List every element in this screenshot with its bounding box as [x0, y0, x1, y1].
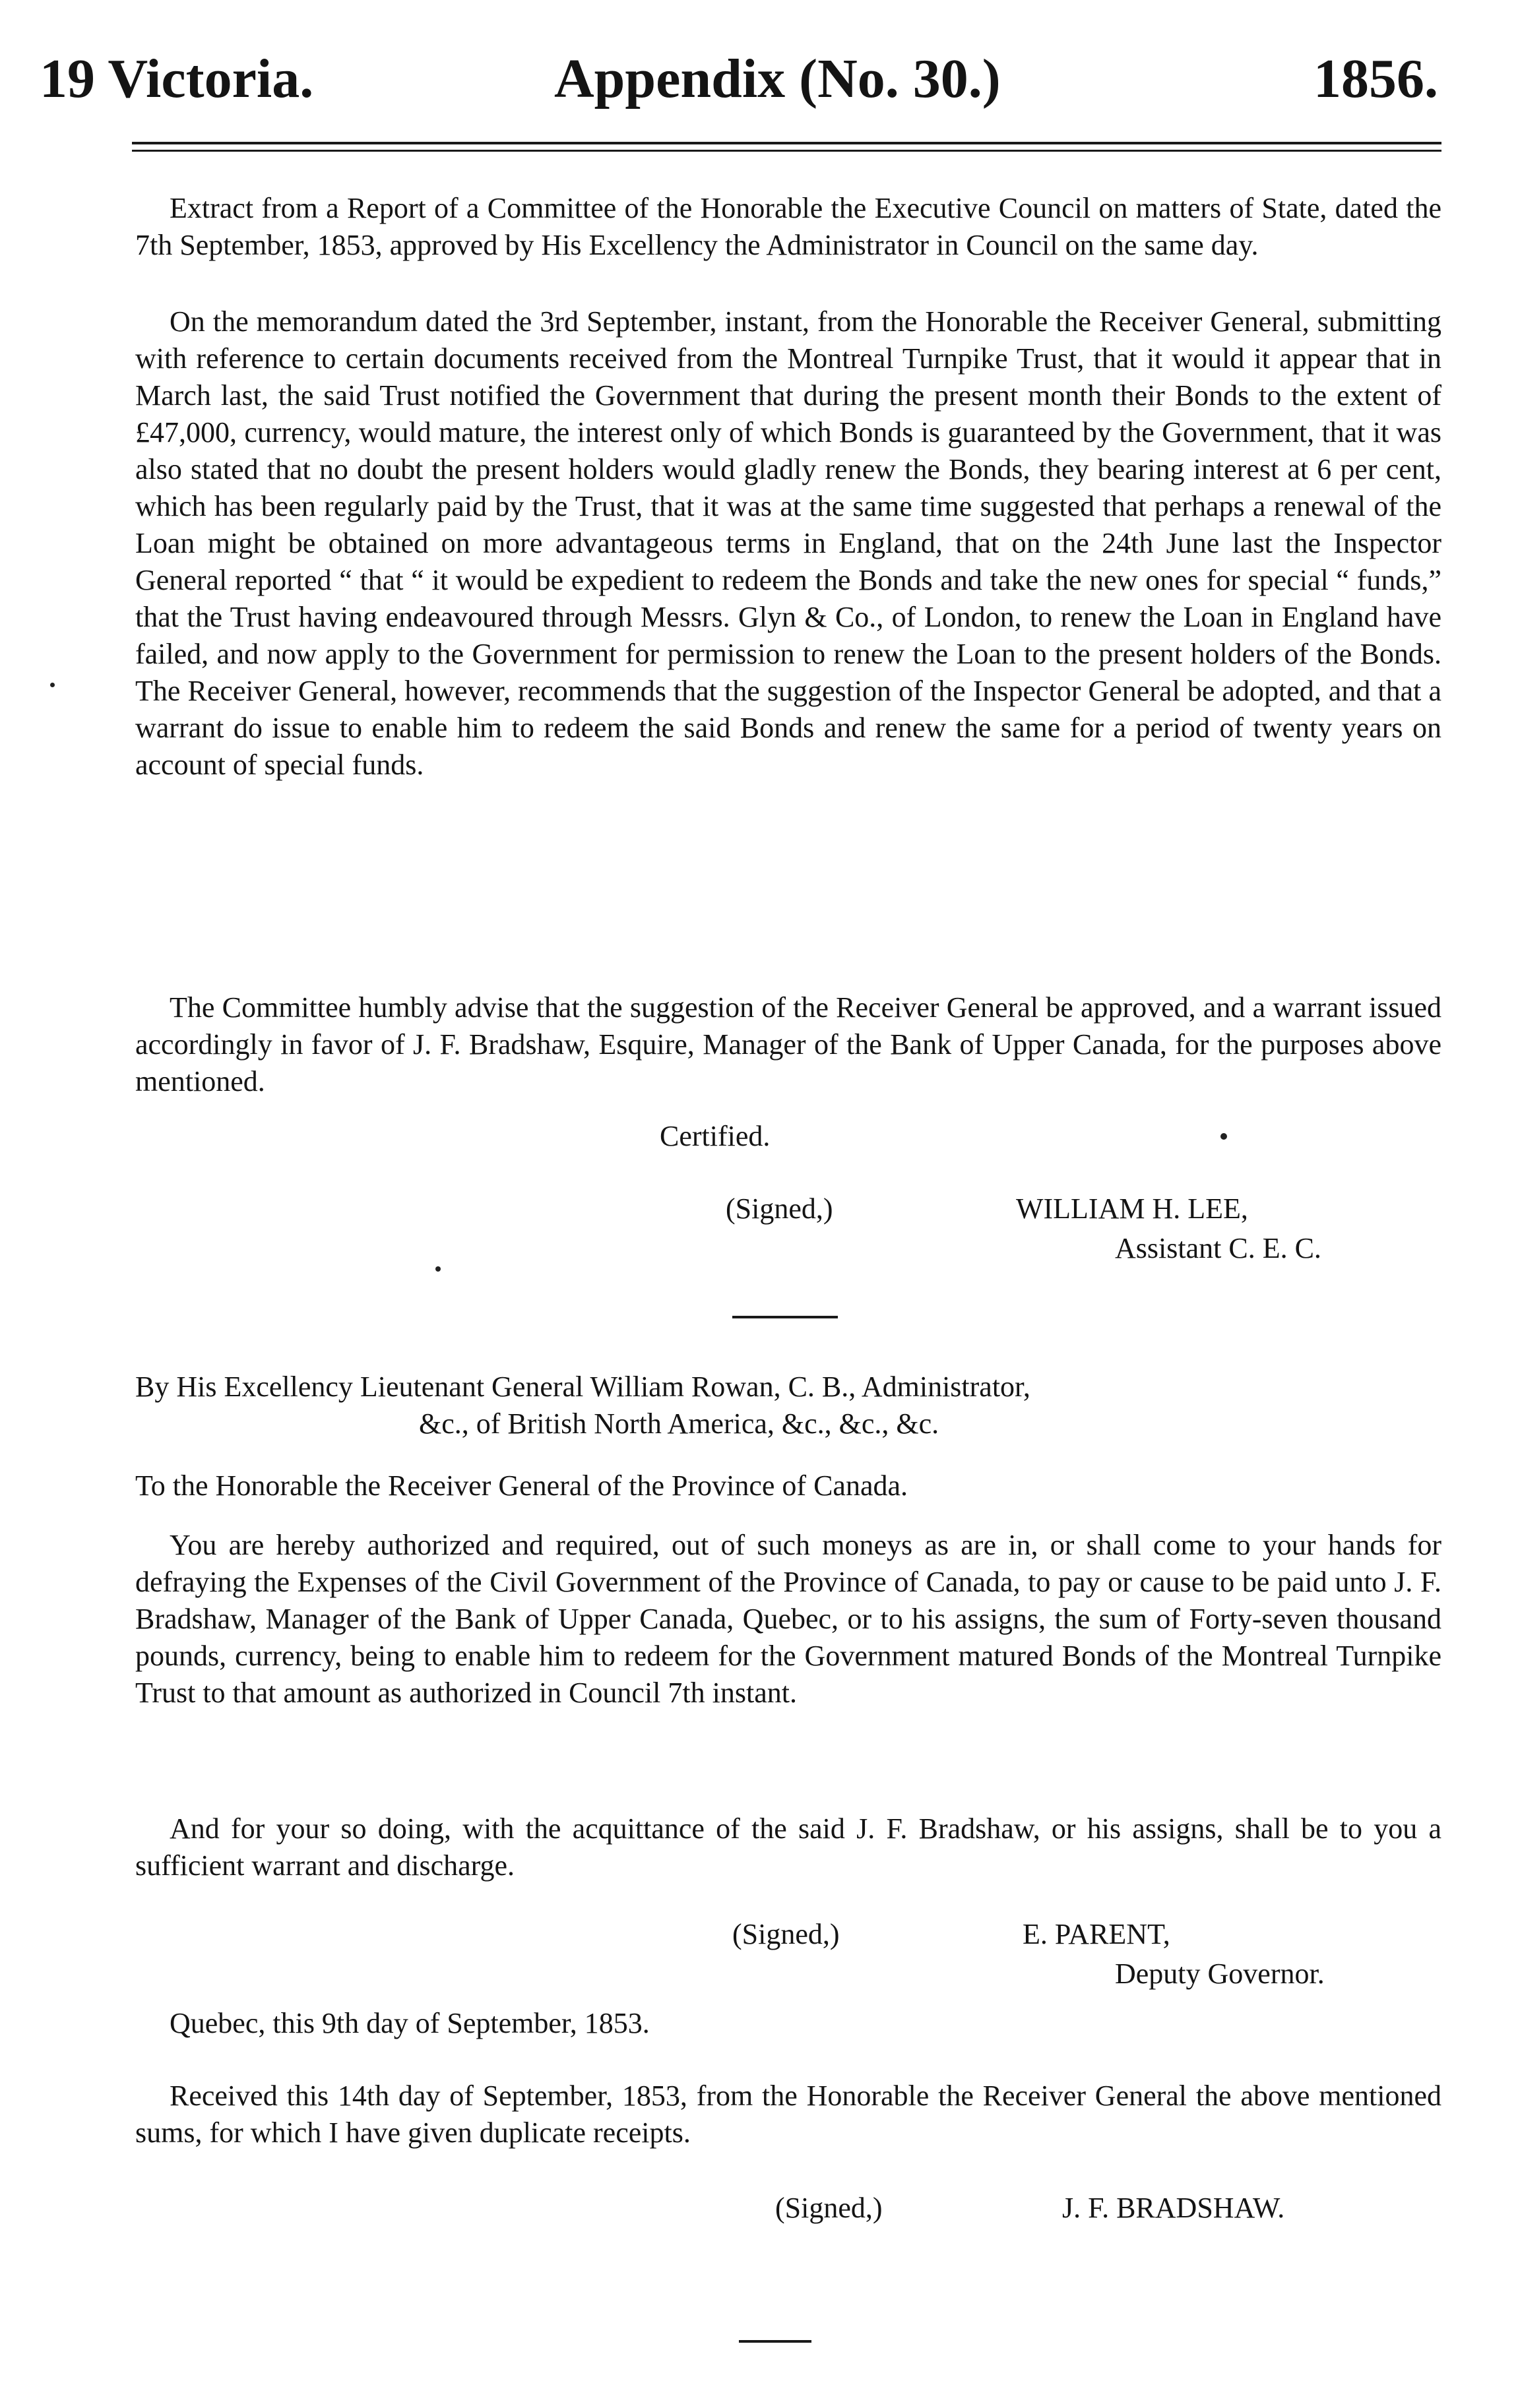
warrant-heading-line-1: By His Excellency Lieutenant General William Rowan, C. B., Administrator, — [135, 1371, 1030, 1403]
header-double-rule — [132, 142, 1441, 152]
section-divider-rule — [732, 1316, 838, 1318]
signature-1-label: (Signed,) — [726, 1192, 833, 1225]
signature-1-title: Assistant C. E. C. — [1115, 1232, 1321, 1264]
signature-2-title: Deputy Governor. — [1115, 1958, 1325, 1990]
paragraph-place-date: Quebec, this 9th day of September, 1853. — [170, 2007, 650, 2039]
print-speck-mark — [435, 1266, 441, 1272]
header-year: 1856. — [1313, 48, 1438, 109]
paragraph-authorization: You are hereby authorized and required, out of such moneys as are in, or shall come to your hands for defraying the Expenses of the Civil Government of the Province of Canada, to pay or cause to be paid unto J. F. Bradshaw, Manager of the Bank of Upper Canada, Quebec, or to his assigns, the sum of Forty-seven thousand pounds, currency, being to enable him to redeem for the Government matured Bonds of the Montreal Turnpike Trust to that amount as authorized in Council 7th instant. — [135, 1529, 1441, 1709]
signature-3-label: (Signed,) — [775, 2192, 883, 2224]
paragraph-receipt: Received this 14th day of September, 1853, from the Honorable the Receiver General the above mentioned sums, for which I have given duplicate receipts. — [135, 2080, 1441, 2149]
warrant-heading-line-2: &c., of British North America, &c., &c., &c. — [419, 1407, 939, 1440]
signature-2-name: E. PARENT, — [1023, 1918, 1170, 1950]
header-appendix-number: Appendix (No. 30.) — [554, 48, 1001, 109]
paragraph-memorandum: On the memorandum dated the 3rd September, instant, from the Honorable the Receiver General, submitting with reference to certain documents received from the Montreal Turnpike Trust, that it would it appear that in March last, the said Trust notified the Government that during the present month their Bonds to the extent of £47,000, currency, would mature, the interest only of which Bonds is guaranteed by the Government, that it was also stated that no doubt the present holders would gladly renew the Bonds, they bearing interest at 6 per cent, which has been regularly paid by the Trust, that it was at the same time suggested that perhaps a renewal of the Loan might be obtained on more advantageous terms in England, that on the 24th June last the Inspector General reported “ that “ it would be expedient to redeem the Bonds and take the new ones for special “ funds,” that the Trust having endeavoured through Messrs. Glyn & Co., of London, to renew the Loan in England have failed, and now apply to the Government for permission to renew the Loan to the present holders of the Bonds. The Receiver General, however, recommends that the suggestion of the Inspector General be adopted, and that a warrant do issue to enable him to redeem the said Bonds and renew the same for a period of twenty years on account of special funds. — [135, 305, 1441, 781]
header-regnal-year: 19 Victoria. — [40, 48, 314, 109]
certified-label: Certified. — [660, 1120, 771, 1152]
paragraph-committee-advice: The Committee humbly advise that the suggestion of the Receiver General be approved, and a warrant issued accordingly in favor of J. F. Bradshaw, Esquire, Manager of the Bank of Upper Canada, for the purposes above mentioned. — [135, 991, 1441, 1097]
paragraph-warrant-heading — [135, 1369, 1441, 1442]
signature-2-label: (Signed,) — [732, 1918, 840, 1950]
closing-rule — [739, 2340, 811, 2343]
paragraph-extract-heading: Extract from a Report of a Committee of the Honorable the Executive Council on matters of State, dated the 7th September, 1853, approved by His Excellency the Administrator in Council on the same day. — [135, 192, 1441, 261]
signature-1-name: WILLIAM H. LEE, — [1016, 1192, 1248, 1225]
page-header — [40, 40, 1438, 119]
paragraph-addressee: To the Honorable the Receiver General of the Province of Canada. — [135, 1469, 908, 1502]
paragraph-acquittance: And for your so doing, with the acquittance of the said J. F. Bradshaw, or his assigns, shall be to you a sufficient warrant and discharge. — [135, 1812, 1441, 1882]
print-speck-mark — [1220, 1133, 1227, 1140]
print-speck-mark — [50, 683, 55, 687]
signature-3-name: J. F. BRADSHAW. — [1062, 2192, 1285, 2224]
